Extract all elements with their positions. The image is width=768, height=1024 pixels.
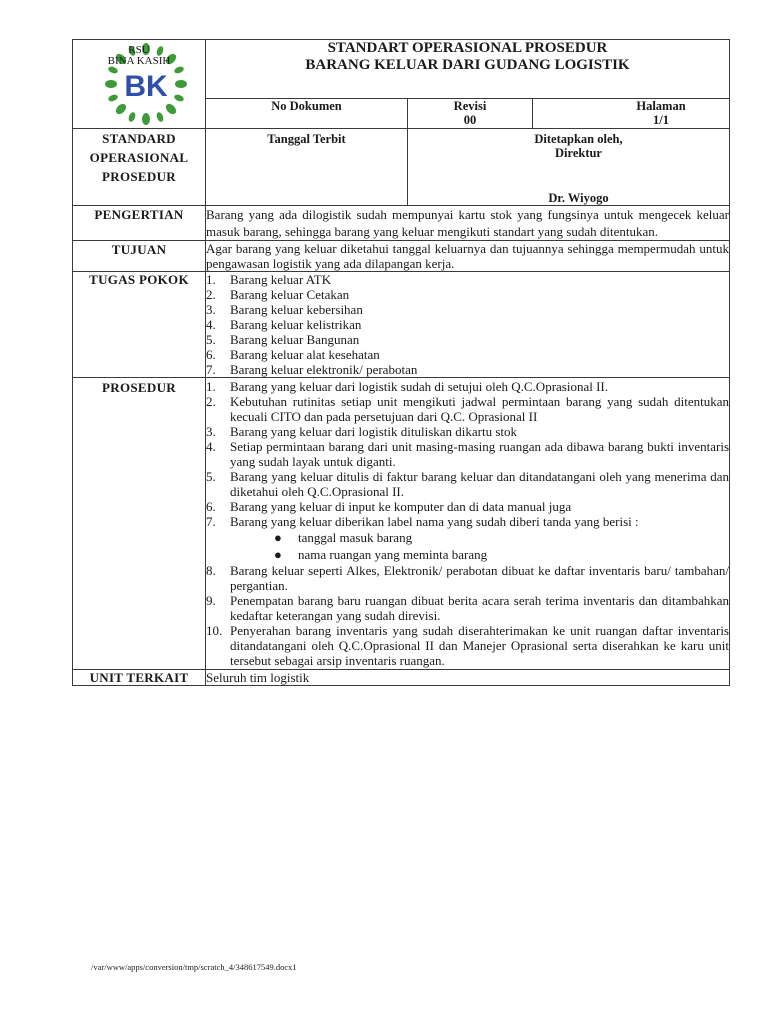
list-item: 1. Barang keluar ATK <box>206 272 332 287</box>
pengertian-label: PENGERTIAN <box>73 206 206 241</box>
prosedur-list <box>206 379 729 668</box>
list-item: 4. Setiap permintaan barang dari unit masing-masing ruangan ada dibawa barang bukti inventaris yang sudah layak untuk diganti. <box>206 439 729 469</box>
title-line1: STANDART OPERASIONAL PROSEDUR <box>327 40 608 56</box>
logo-mark: BK <box>124 70 168 103</box>
list-item: 3. Barang yang keluar dari logistik dituliskan dikartu stok <box>206 424 518 439</box>
sub-list-item: ● nama ruangan yang meminta barang <box>274 547 488 562</box>
title-line2: BARANG KELUAR DARI GUDANG LOGISTIK <box>305 57 630 73</box>
pengertian-text: Barang yang ada dilogistik sudah mempunyai kartu stok yang fungsinya untuk mengecek keluar masuk barang, sehingga barang yang keluar mengikuti standart yang sudah ditentukan. <box>206 207 729 239</box>
list-item: 5. Barang keluar Bangunan <box>206 332 360 347</box>
sop-label-line3: PROSEDUR <box>102 169 176 184</box>
logo-cell <box>73 40 206 129</box>
title-cell <box>206 40 730 99</box>
halaman-label: Halaman <box>636 98 686 113</box>
no-dokumen-label: No Dokumen <box>271 98 342 113</box>
halaman-cell <box>533 98 730 128</box>
tugas-pokok-list <box>206 272 729 377</box>
list-item: 8. Barang keluar seperti Alkes, Elektronik/ perabotan dibuat ke daftar inventaris baru/ tambahan/ pergantian. <box>206 563 729 593</box>
no-dokumen-cell <box>206 98 408 128</box>
bullet-icon: ● <box>274 530 282 545</box>
pengertian-cell <box>206 206 730 241</box>
footer-file-path: /var/www/apps/conversion/tmp/scratch_4/348617549.docx1 <box>91 962 297 972</box>
revisi-cell <box>408 98 533 128</box>
unit-terkait-label: UNIT TERKAIT <box>73 670 206 686</box>
direktur-name: Dr. Wiyogo <box>548 191 609 205</box>
tugas-pokok-cell <box>206 272 730 378</box>
sop-label-line2: OPERASIONAL <box>89 150 189 165</box>
tanggal-terbit-label: Tanggal Terbit <box>267 132 346 146</box>
sop-table <box>72 39 730 686</box>
bullet-icon: ● <box>274 547 282 562</box>
label-contents-list <box>230 529 729 563</box>
list-item: 1. Barang yang keluar dari logistik sudah di setujui oleh Q.C.Oprasional II. <box>206 379 609 394</box>
revisi-value: 00 <box>463 112 477 127</box>
logo-line2: BINA KASIH <box>107 55 171 67</box>
list-item: 7. Barang yang keluar diberikan label nama yang sudah diberi tanda yang berisi : ● tanggal masuk barang ● nama ruangan yang meminta barang <box>206 514 729 563</box>
tujuan-label: TUJUAN <box>73 241 206 272</box>
ditetapkan-cell <box>408 129 730 206</box>
list-item: 10. Penyerahan barang inventaris yang sudah diserahterimakan ke unit ruangan daftar inventaris ditandatangani oleh Q.C.Oprasional II dan Manejer Oprasional serta diserahkan ke karu unit tersebut sebagai arsip inventaris ruangan. <box>206 623 729 668</box>
list-item: 6. Barang yang keluar di input ke komputer dan di data manual juga <box>206 499 572 514</box>
tujuan-cell <box>206 241 730 272</box>
sub-list-item: ● tanggal masuk barang <box>274 530 413 545</box>
ditetapkan-line2: Direktur <box>555 146 602 160</box>
sop-label-line1: STANDARD <box>102 131 176 146</box>
prosedur-label: PROSEDUR <box>73 378 206 670</box>
halaman-value: 1/1 <box>653 112 669 127</box>
tanggal-terbit-cell <box>206 129 408 206</box>
list-item: 9. Penempatan barang baru ruangan dibuat berita acara serah terima inventaris dan ditambahkan kedaftar keterangan yang sudah direvisi. <box>206 593 729 623</box>
logo-line1: RSU <box>128 44 150 56</box>
unit-terkait-cell <box>206 670 730 686</box>
unit-terkait-text: Seluruh tim logistik <box>206 670 310 685</box>
ditetapkan-line1: Ditetapkan oleh, <box>534 132 623 146</box>
list-item: 7. Barang keluar elektronik/ perabotan <box>206 362 418 377</box>
list-item: 6. Barang keluar alat kesehatan <box>206 347 380 362</box>
list-item: 5. Barang yang keluar ditulis di faktur barang keluar dan ditandatangani oleh yang menerima dan diketahui oleh Q.C.Oprasional II. <box>206 469 729 499</box>
list-item: 2. Barang keluar Cetakan <box>206 287 350 302</box>
list-item: 3. Barang keluar kebersihan <box>206 302 363 317</box>
list-item: 2. Kebutuhan rutinitas setiap unit mengikuti jadwal permintaan barang yang sudah ditentukan kecuali CITO dan pada persetujuan dari Q.C. Oprasional II <box>206 394 729 424</box>
prosedur-cell <box>206 378 730 670</box>
revisi-label: Revisi <box>453 98 487 113</box>
list-item: 4. Barang keluar kelistrikan <box>206 317 362 332</box>
sop-label-cell <box>73 129 206 206</box>
tugas-pokok-label: TUGAS POKOK <box>73 272 206 378</box>
tujuan-text: Agar barang yang keluar diketahui tanggal keluarnya dan tujuannya sehingga mempermudah untuk pengawasan logistik yang ada dilapangan kerja. <box>206 241 729 271</box>
